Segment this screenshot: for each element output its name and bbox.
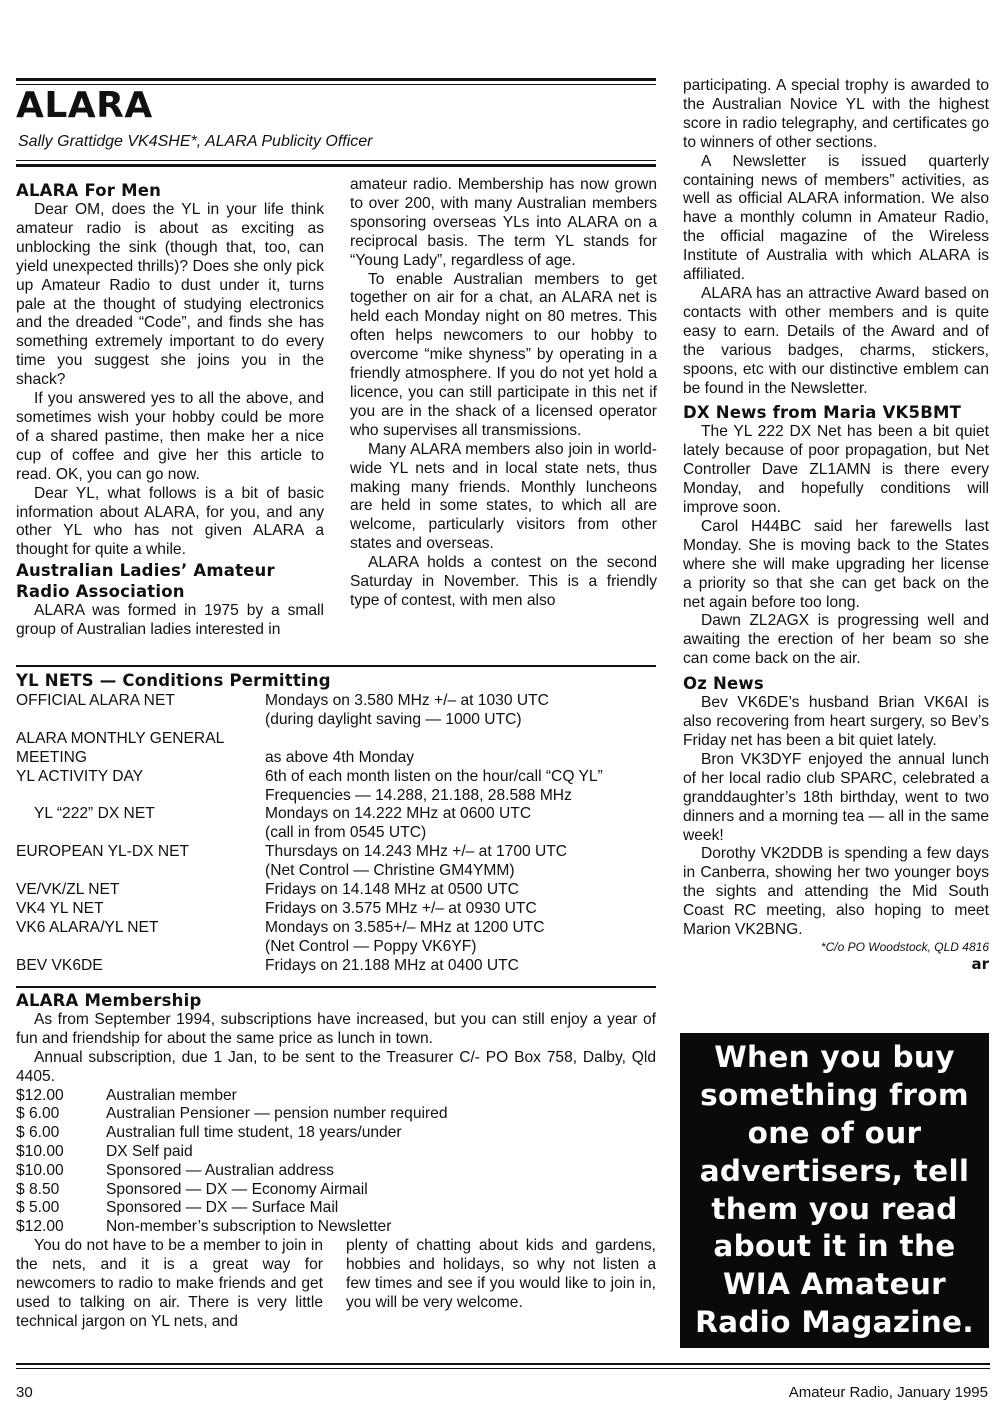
paragraph: Dear YL, what follows is a bit of basic information about ALARA, for you, and any other YL who has not given ALARA a thought for quite a while. xyxy=(16,484,324,559)
net-name: VE/VK/ZL NET xyxy=(16,881,120,899)
net-name: BEV VK6DE xyxy=(16,956,103,974)
net-name: EUROPEAN YL-DX NET xyxy=(16,843,190,861)
net-row xyxy=(16,692,656,711)
paragraph: Dorothy VK2DDB is spending a few days in Canberra, showing her two younger boys the sights and attending the Mid South Coast RC meeting, also hoping to meet Marion VK2BNG. xyxy=(683,845,989,939)
net-name xyxy=(16,711,265,730)
net-name: VK6 ALARA/YL NET xyxy=(16,918,159,936)
net-detail: Mondays on 3.580 MHz +/– at 1030 UTC xyxy=(265,692,549,709)
fee-amount: $10.00 xyxy=(16,1161,64,1179)
net-row xyxy=(16,900,656,919)
net-detail: Fridays on 3.575 MHz +/– at 0930 UTC xyxy=(265,899,537,917)
paragraph: participating. A special trophy is awarded to the Australian Novice YL with the highest score in radio telegraphy, and certificates go to winners of other sections. xyxy=(683,77,989,151)
title-rule-thick xyxy=(16,164,656,167)
paragraph: As from September 1994, subscriptions have increased, but you can still enjoy a year of fun and friendship for about the same price as lunch in town. xyxy=(16,1011,656,1047)
top-rule-thick xyxy=(16,78,656,81)
fee-amount: $ 8.50 xyxy=(16,1180,60,1198)
byline: Sally Grattidge VK4SHE*, ALARA Publicity Officer xyxy=(18,133,373,150)
net-row xyxy=(16,824,656,843)
fee-amount: $12.00 xyxy=(16,1218,64,1236)
nets-top-rule xyxy=(16,665,656,667)
net-detail: (during daylight saving — 1000 UTC) xyxy=(265,710,522,728)
fee-row xyxy=(16,1105,656,1124)
heading-membership: ALARA Membership xyxy=(16,991,202,1010)
fee-row xyxy=(16,1181,656,1200)
fee-row xyxy=(16,1124,656,1143)
column-1 xyxy=(16,180,324,640)
net-row xyxy=(16,768,656,787)
net-row xyxy=(16,843,656,862)
fee-description: Sponsored — DX — Economy Airmail xyxy=(106,1180,368,1198)
net-row xyxy=(16,881,656,900)
net-detail: Mondays on 14.222 MHz at 0600 UTC xyxy=(265,805,532,823)
heading-dx-news: DX News from Maria VK5BMT xyxy=(683,403,962,423)
net-name: MEETING xyxy=(16,748,88,766)
net-row xyxy=(16,938,656,957)
fee-description: Australian full time student, 18 years/under xyxy=(106,1124,402,1142)
membership-top-rule xyxy=(16,986,656,988)
paragraph: ALARA holds a contest on the second Saturday in November. This is a friendly type of contest, with men also xyxy=(350,554,657,609)
footnote: *C/o PO Woodstock, QLD 4816 xyxy=(820,939,989,954)
paragraph: Dawn ZL2AGX is progressing well and awaiting the erection of her beam so she can come back on the air. xyxy=(683,612,989,668)
paragraph: Carol H44BC said her farewells last Monday. She is moving back to the States where she will make upgrading her license a priority so that she can get back on the net again before too long. xyxy=(683,517,989,611)
net-detail: as above 4th Monday xyxy=(265,748,415,766)
net-detail: Frequencies — 14.288, 21.188, 28.588 MHz xyxy=(265,786,572,804)
net-name: OFFICIAL ALARA NET xyxy=(16,692,175,709)
end-mark: ar xyxy=(971,954,989,973)
footer-rule-thick xyxy=(16,1363,990,1365)
fee-row xyxy=(16,1087,656,1106)
footer-rule-thin xyxy=(16,1368,990,1369)
paragraph: To enable Australian members to get together on air for a chat, an ALARA net is held each Monday night on 80 metres. This often helps newcomers to our hobby to overcome “mike shyness” by operating in a friendly atmosphere. If you do not yet hold a licence, you can still participate in this net if you are in the shack of a licensed operator who supervises all transmissions. xyxy=(350,270,657,439)
page-title: ALARA xyxy=(16,85,153,126)
yl-nets-table xyxy=(16,670,656,976)
membership-section xyxy=(16,990,656,1347)
closing-right xyxy=(346,1237,656,1313)
paragraph: The YL 222 DX Net has been a bit quiet lately because of poor propagation, but Net Controller Dave ZL1AMN is there every Monday, and hopefully conditions will improve soon. xyxy=(683,423,989,517)
fee-row xyxy=(16,1218,656,1237)
net-name xyxy=(16,862,265,881)
fee-description: Australian Pensioner — pension number required xyxy=(106,1105,448,1123)
net-detail: (Net Control — Poppy VK6YF) xyxy=(265,937,477,955)
fee-amount: $ 5.00 xyxy=(16,1199,60,1217)
fee-row xyxy=(16,1162,656,1181)
fee-amount: $ 6.00 xyxy=(16,1105,60,1123)
fee-description: Non-member’s subscription to Newsletter xyxy=(106,1218,392,1236)
paragraph: A Newsletter is issued quarterly containing news of members” activities, as well as official ALARA information. We also have a monthly column in Amateur Radio, the official magazine of the Wireless Institute of Australia with which ALARA is affiliated. xyxy=(683,152,989,284)
paragraph: Bron VK3DYF enjoyed the annual lunch of her local radio club SPARC, celebrated a granddaughter’s 18th birthday, went to two dinners and a morning tea — all in the same week! xyxy=(683,750,989,844)
net-row xyxy=(16,957,656,976)
fee-description: Sponsored — DX — Surface Mail xyxy=(106,1199,339,1217)
page-number: 30 xyxy=(16,1384,33,1401)
paragraph: You do not have to be a member to join in the nets, and it is a great way for newcomers to radio to make friends and get used to talking on air. There is very little technical jargon on YL nets, and xyxy=(16,1237,323,1330)
advertisement-text: When you buy something from one of our advertisers, tell them you read about it in the WIA Amateur Radio Magazine. xyxy=(695,1040,974,1339)
net-detail: 6th of each month listen on the hour/call “CQ YL” xyxy=(265,767,603,785)
net-detail: Thursdays on 14.243 MHz +/– at 1700 UTC xyxy=(265,843,568,861)
net-detail xyxy=(265,730,656,749)
paragraph: Annual subscription, due 1 Jan, to be sent to the Treasurer C/- PO Box 758, Dalby, Qld 4405. xyxy=(16,1048,656,1085)
fee-row xyxy=(16,1143,656,1162)
title-rule-thin xyxy=(16,160,656,161)
fee-amount: $12.00 xyxy=(16,1086,64,1104)
paragraph: If you answered yes to all the above, and sometimes wish your hobby could be more of a shared pastime, then make her a nice cup of coffee and give her this article to read. OK, you can go now. xyxy=(16,390,324,483)
net-row xyxy=(16,730,656,749)
paragraph: amateur radio. Membership has now grown to over 200, with many Australian members sponsoring overseas YLs into ALARA on a reciprocal basis. The term YL stands for “Young Lady”, regardless of age. xyxy=(350,176,657,269)
closing-left xyxy=(16,1237,323,1332)
paragraph: Many ALARA members also join in world-wide YL nets and in local state nets, thus making many friends. Monthly luncheons are held in some states, to which all are welcome, particularly visitors from other states and overseas. xyxy=(350,440,657,553)
paragraph: ALARA was formed in 1975 by a small group of Australian ladies interested in xyxy=(16,602,324,639)
fee-row xyxy=(16,1199,656,1218)
net-row xyxy=(16,711,656,730)
heading-oz-news: Oz News xyxy=(683,674,764,694)
membership-text xyxy=(16,1011,656,1087)
yl-nets-rows xyxy=(16,692,656,976)
net-name xyxy=(16,787,265,806)
net-row xyxy=(16,862,656,881)
net-detail: (Net Control — Christine GM4YMM) xyxy=(265,862,515,880)
column-3 xyxy=(683,77,989,973)
net-name: ALARA MONTHLY GENERAL xyxy=(16,729,225,747)
net-name xyxy=(16,938,265,957)
net-row xyxy=(16,805,656,824)
fee-amount: $ 6.00 xyxy=(16,1124,60,1142)
paragraph: ALARA has an attractive Award based on contacts with other members and is quite easy to earn. Details of the Award and of the various badges, charms, stickers, spoons, etc with our distinctive emblem can be found in the Newsletter. xyxy=(683,284,989,397)
fee-amount: $10.00 xyxy=(16,1143,64,1161)
column-2 xyxy=(350,176,657,611)
net-name xyxy=(16,824,265,843)
heading-association: Australian Ladies’ Amateur Radio Association xyxy=(16,561,275,602)
paragraph: plenty of chatting about kids and gardens, hobbies and holidays, so why not listen a few times and see if you would like to join in, you will be very welcome. xyxy=(346,1237,656,1311)
net-detail: Fridays on 14.148 MHz at 0500 UTC xyxy=(265,881,519,899)
heading-yl-nets: YL NETS — Conditions Permitting xyxy=(16,671,331,690)
fee-description: DX Self paid xyxy=(106,1143,193,1161)
net-detail: Fridays on 21.188 MHz at 0400 UTC xyxy=(265,956,519,974)
fee-list xyxy=(16,1087,656,1237)
paragraph: Bev VK6DE’s husband Brian VK6AI is also recovering from heart surgery, so Bev’s Friday net has been a bit quiet lately. xyxy=(683,694,989,749)
net-name: YL ACTIVITY DAY xyxy=(16,767,144,785)
publication-name: Amateur Radio, January 1995 xyxy=(788,1384,988,1401)
net-row xyxy=(16,919,656,938)
closing-columns xyxy=(16,1237,656,1347)
net-detail: Mondays on 3.585+/– MHz at 1200 UTC xyxy=(265,918,545,936)
heading-alara-for-men: ALARA For Men xyxy=(16,181,162,200)
advertisement-box xyxy=(680,1033,989,1348)
fee-description: Sponsored — Australian address xyxy=(106,1161,334,1179)
net-name: VK4 YL NET xyxy=(16,899,104,917)
net-name: YL “222” DX NET xyxy=(34,805,155,823)
net-row xyxy=(16,787,656,806)
paragraph: Dear OM, does the YL in your life think amateur radio is about as exciting as unblocking the sink (though that, too, can yield unexpected thrills)? Does she only pick up Amateur Radio to dust under it, turns pale at the thought of studying electronics and the dreaded “Code”, and finds she has something extremely important to do every time you suggest she joins you in the shack? xyxy=(16,201,324,389)
fee-description: Australian member xyxy=(106,1086,237,1104)
net-detail: (call in from 0545 UTC) xyxy=(265,824,427,842)
net-row xyxy=(16,749,656,768)
